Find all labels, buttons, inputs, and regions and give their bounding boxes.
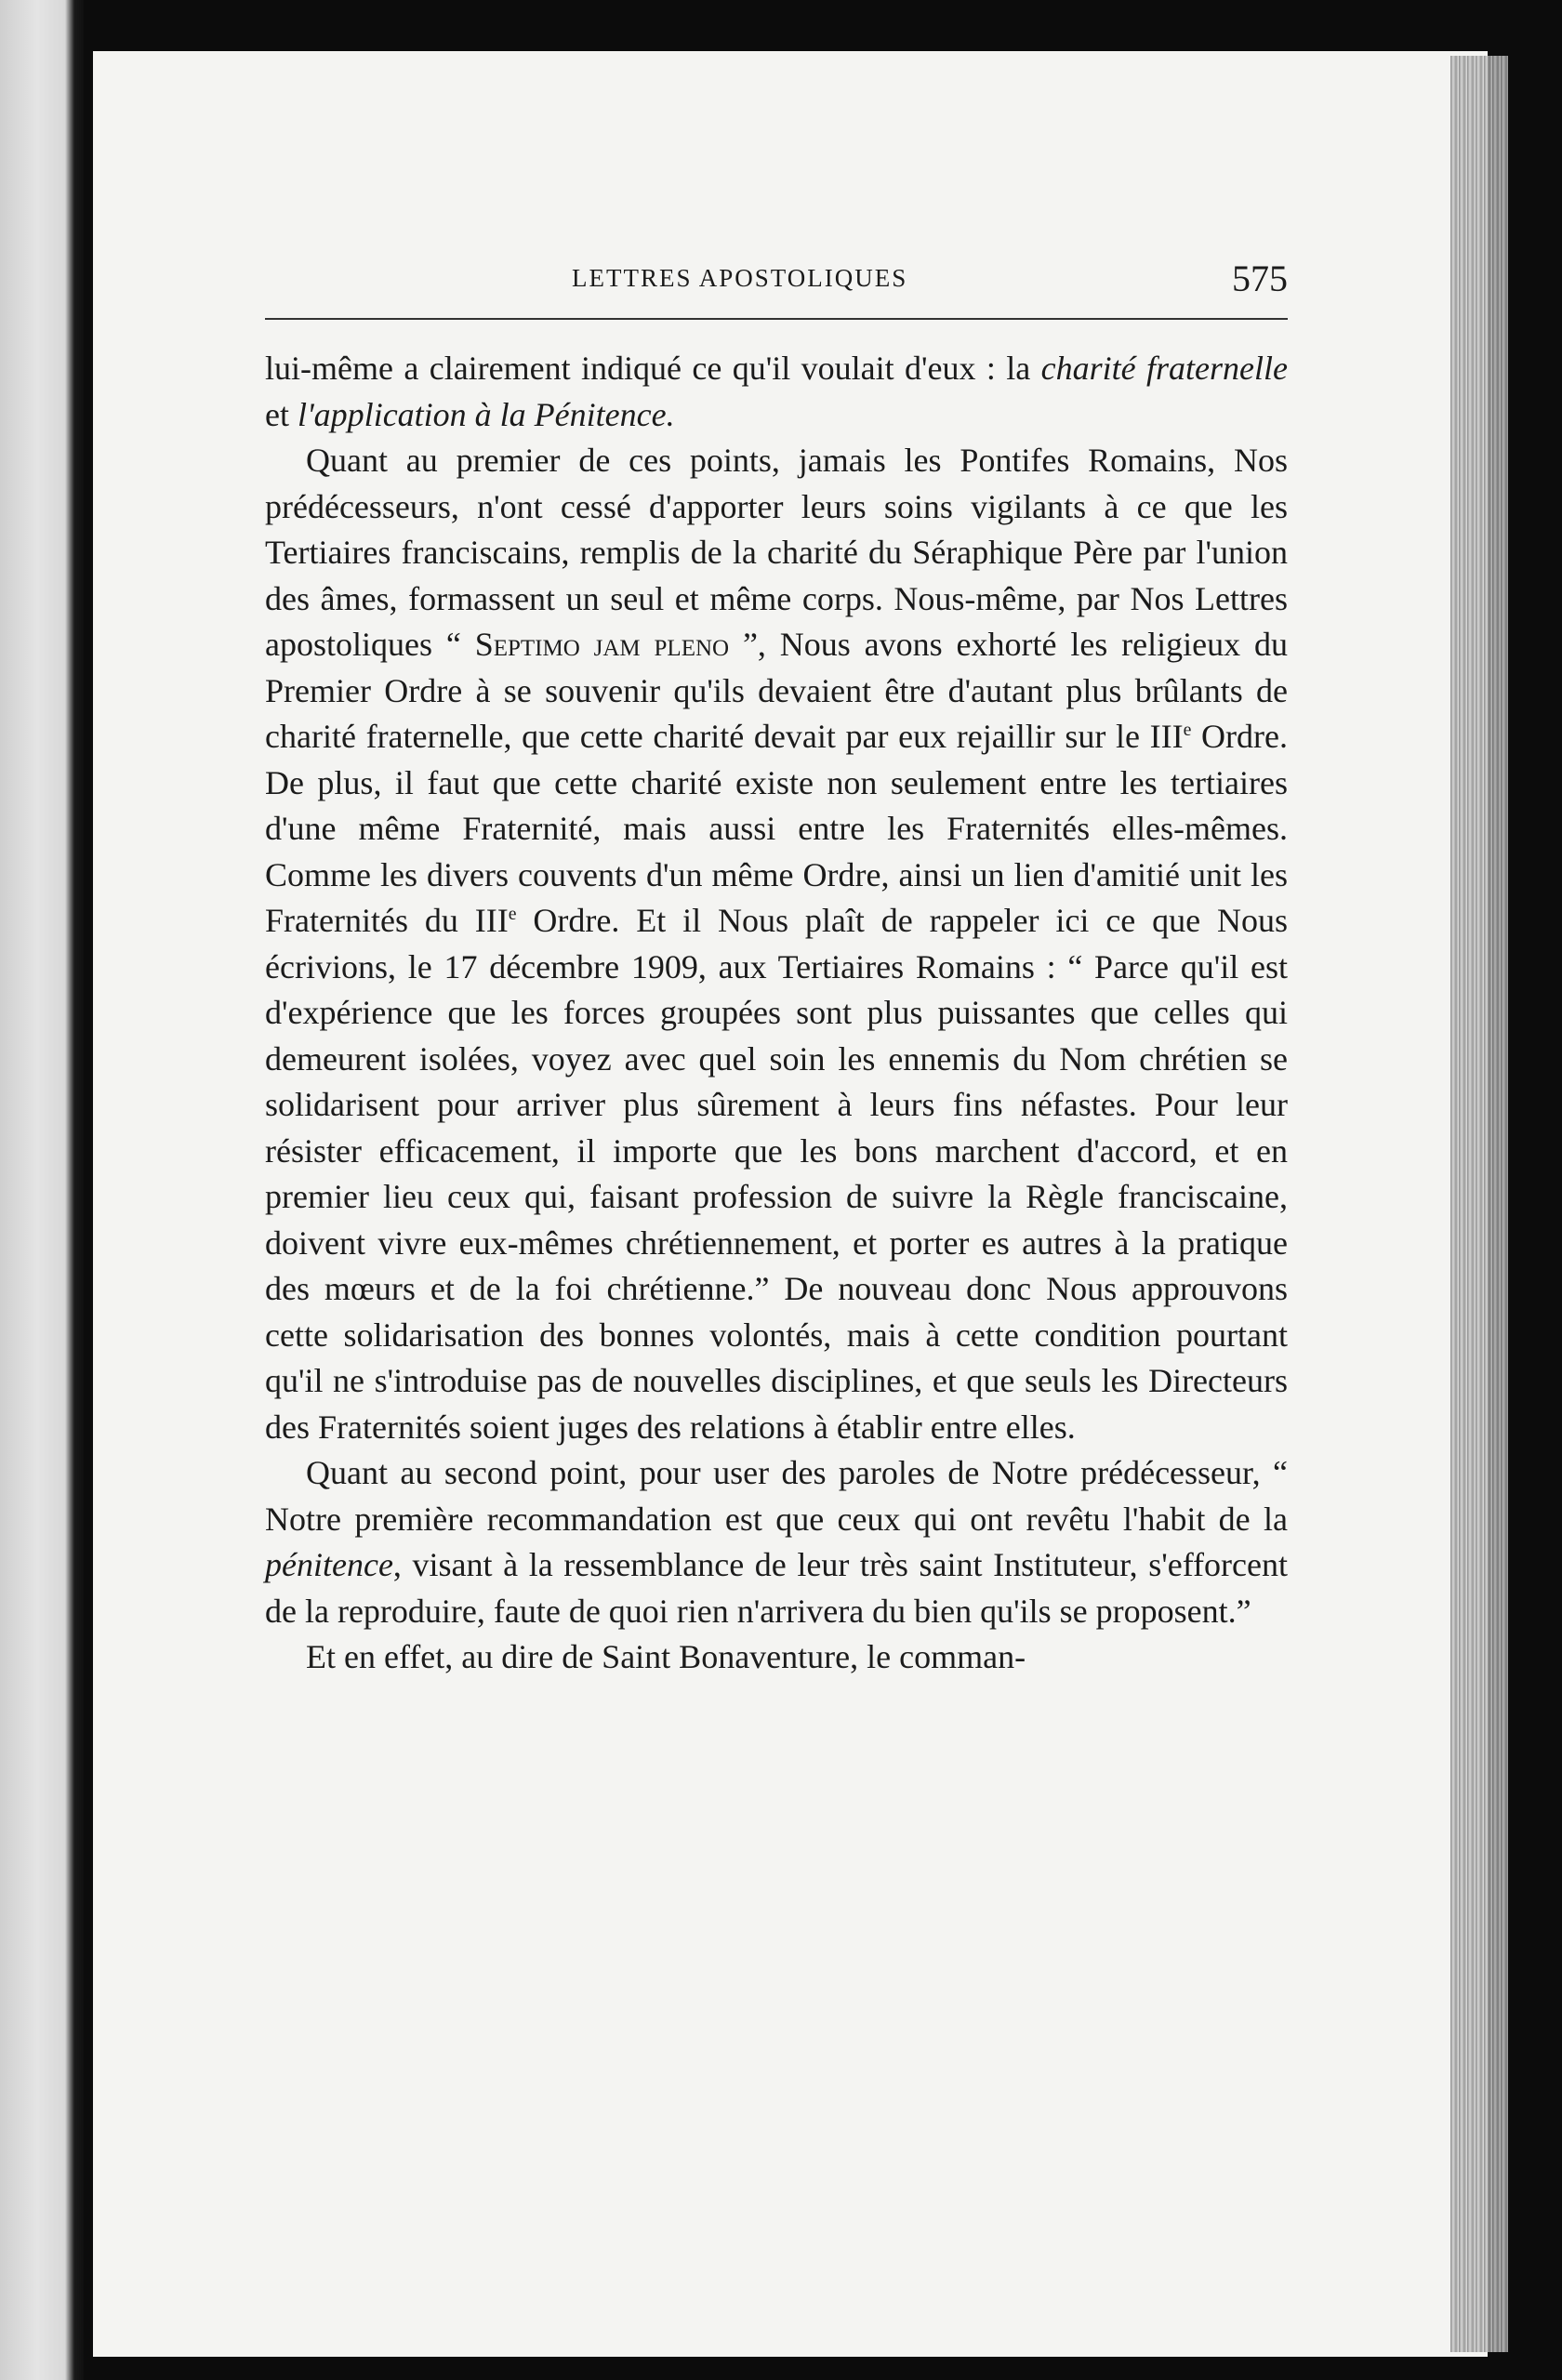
text-run: charité fraternelle	[1040, 350, 1289, 387]
header-rule	[265, 318, 1288, 320]
paragraph	[265, 1450, 1288, 1634]
text-run: Et en effet, au dire de Saint Bonaventure, le comman-	[306, 1638, 1026, 1675]
text-run: ”, Nous avons exhorté les religieux du Premier Ordre à se souvenir qu'ils devaient être d'autant plus brûlants de charité fraternelle, que cette charité devait par eux rejaillir sur le III	[265, 626, 1288, 755]
text-run: Ordre. De plus, il faut que cette charité existe non seulement entre les tertiaires d'une même Fraternité, mais aussi entre les Fraternités elles-mêmes. Comme les divers couvents d'un même Ordre, ainsi un lien d'amitié unit les Fraternités du III	[265, 718, 1289, 939]
text-run: Ordre. Et il Nous plaît de rappeler ici ce que Nous écrivions, le 17 décembre 1909, aux Tertiaires Romains : “ Parce qu'il est d'expérience que les forces groupées sont plus puissantes que celles qui demeurent isolées, voyez avec quel soin les ennemis du Nom chrétien se solidarisent pour arriver plus sûrement à leurs fins néfastes. Pour leur résister efficacement, il importe que les bons marchent d'accord, et en premier lieu ceux qui, faisant profession de suivre la Règle franciscaine, doivent vivre eux-mêmes chrétiennement, et porter es autres à la pratique des mœurs et de la foi chrétienne.” De nouveau donc Nous approuvons cette solidarisation des bonnes volontés, mais à cette condition pourtant qu'il ne s'introduise pas de nouvelles disciplines, et que seuls les Directeurs des Fraternités soient juges des relations à établir entre elles.	[265, 902, 1289, 1446]
text-run: , visant à la ressemblance de leur très saint Instituteur, s'efforcent de la reproduire, faute de quoi rien n'arrivera du bien qu'ils se proposent.”	[265, 1546, 1288, 1630]
text-run: Septimo jam pleno	[474, 626, 730, 663]
running-title: LETTRES APOSTOLIQUES	[572, 264, 908, 292]
text-run: Quant au premier de ces points, jamais les Pontifes Romains, Nos prédécesseurs, n'ont cessé d'apporter leurs soins vigilants à ce que les Tertiaires franciscains, remplis de la charité du Séraphique Père par l'union des âmes, formassent un seul et même corps. Nous-même, par Nos Lettres apostoliques “	[265, 442, 1288, 663]
paragraph	[265, 346, 1288, 438]
page-header	[265, 258, 1288, 309]
body-text	[265, 346, 1288, 1681]
text-run: pénitence	[265, 1546, 393, 1583]
text-run: lui-même a clairement indiqué ce qu'il voulait d'eux : la	[265, 350, 1041, 387]
text-run: Quant au second point, pour user des paroles de Notre prédécesseur, “ Notre première recommandation est que ceux qui ont revêtu l'habit de la	[265, 1454, 1288, 1538]
page-number: 575	[1232, 258, 1288, 299]
page-edges	[1450, 56, 1508, 2352]
paragraph	[265, 438, 1288, 1450]
text-run: e	[1183, 720, 1192, 740]
paragraph	[265, 1634, 1288, 1681]
text-run: e	[508, 904, 517, 924]
facing-page-strip	[0, 0, 84, 2380]
text-run: l'application à la Pénitence.	[297, 395, 675, 433]
text-run: et	[265, 395, 298, 433]
